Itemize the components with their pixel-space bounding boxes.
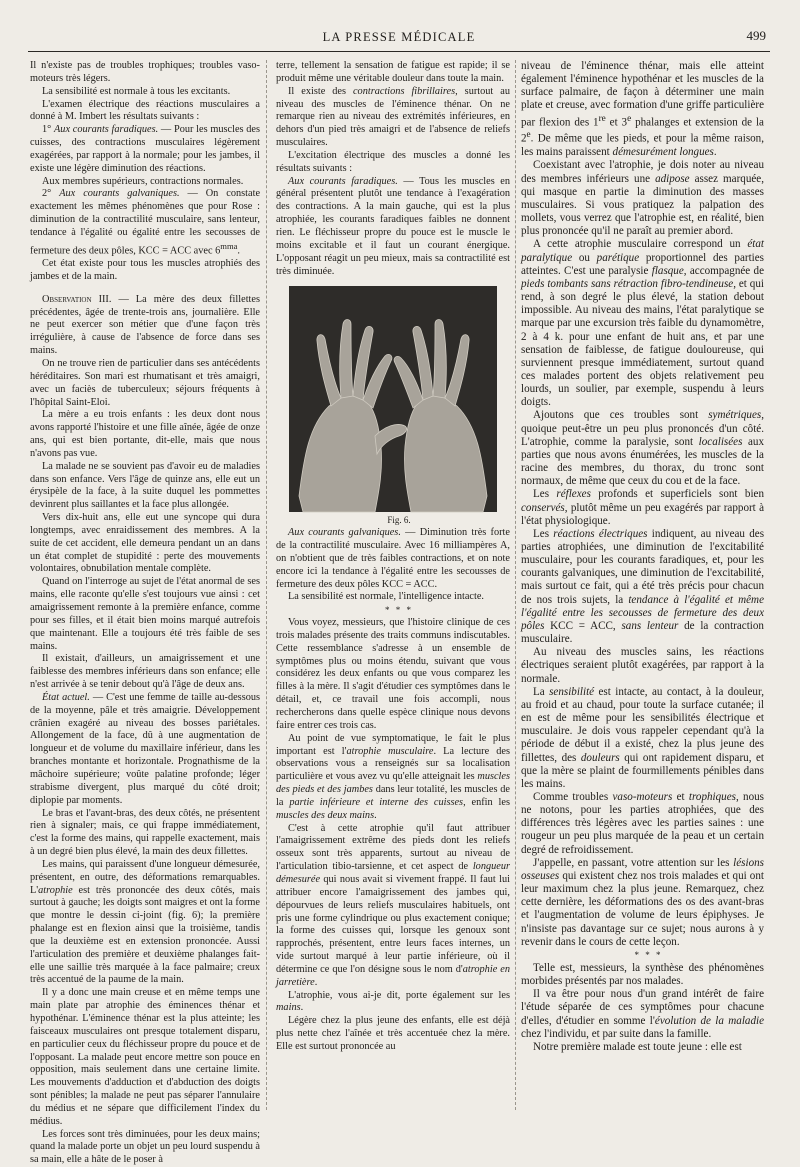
paragraph: L'atrophie, vous ai-je dit, porte également sur les mains. — [276, 989, 510, 1014]
paragraph: Il existait, d'ailleurs, un amaigrissement et une faiblesse des membres inférieurs dans son enfance; elle n'est arrivée à se tenir debout qu'à l'âge de deux ans. — [30, 653, 260, 691]
figure-caption: Fig. 6. — [387, 515, 411, 526]
paragraph: Ajoutons que ces troubles sont symétriques, quoique peut-être un peu plus prononcés d'un côté. L'atrophie, comme la paralysie, sont localisées aux parties que nous avons énumérées, les muscles de la racine des membres, du thorax, du tronc sont normaux, de même que ceux du cou et de la face. — [521, 409, 764, 488]
paragraph: Comme troubles vaso-moteurs et trophiques, nous ne notons, pour les parties atrophiées, que des différences très légères avec les parties saines : une rougeur un peu plus marquée de la peau et un certain degré de refroidissement. — [521, 790, 764, 856]
text-column-3 — [521, 60, 764, 1110]
paragraph: Observation III. — La mère des deux fillettes précédentes, âgée de trente-trois ans, journalière. Elle ne peut exercer son métier que d'une façon très irrégulière, à cause de l'absence de force dans ses mains. — [30, 293, 260, 357]
paragraph: La sensibilité est normale à tous les excitants. — [42, 85, 231, 97]
paragraph: Il y a donc une main creuse et en même temps une main plate par atrophie des éminences thénar et hypothénar. L'éminence thénar est la plus atteinte; les faisceaux musculaires ont presque totalement disparu, en particulier ceux du fléchisseur propre du pouce et de l'opposant. La malade peut encore mettre son pouce en opposition, mais seulement dans une certaine limite. Les mouvements d'adduction et d'abduction des doigts sont pénibles; la malade ne peut pas séparer l'annulaire du médius et ne sépare que difficilement l'index du médius. — [30, 987, 260, 1127]
paragraph: Quand on l'interroge au sujet de l'état anormal de ses mains, elle raconte qu'elle s'est toujours vue ainsi : cet amaigrissement remonte à la première enfance, comme pour ses filles, et il était bien moins marqué autrefois que maintenant. Elle a toujours été très faible de ses mains. — [30, 576, 260, 652]
paragraph: La malade ne se souvient pas d'avoir eu de maladies dans son enfance. Vers l'âge de quinze ans, elle eut un érysipèle de la face, à la suite duquel les pommettes devinrent plus saillantes et la face plus allongée. — [30, 460, 260, 511]
page-header — [28, 24, 770, 54]
paragraph: A cette atrophie musculaire correspond un état paralytique ou parétique proportionnel des parties atteintes. C'est une paralysie flasque, accompagnée de pieds tombants sans rétraction fibro-tendineuse, et qui rend, à son degré le plus élevé, la station debout impossible. Au niveau des mains, l'état paralytique se marque par une excursion très faible du dynamomètre, 2 à 4 k. pour une enfant de huit ans, et par une sensation de faiblesse, de fatigue douloureuse, qui surviennent presque immédiatement, surtout quand ces malades portent des objets relativement peu lourds, un soulier, par exemple, suspendu à leurs doigts. — [521, 238, 764, 409]
paragraph: Cet état existe pour tous les muscles atrophiés des jambes et de la main. — [30, 258, 260, 282]
text-column-1 — [30, 60, 261, 1166]
column-separator — [266, 60, 267, 1110]
page-number: 499 — [746, 28, 766, 43]
paragraph: La mère a eu trois enfants : les deux dont nous avons rapporté l'histoire et une fille aînée, âgée de onze ans, qui est bien portante, dit-elle, mais que nous n'avons pas vue. — [30, 409, 260, 459]
paragraph: C'est à cette atrophie qu'il faut attribuer l'amaigrissement extrême des pieds dont les reliefs osseux sont très apparents, surtout au niveau de l'articulation tibio-tarsienne, et cet aspect de longueur démesurée qui nous avait si vivement frappé. Il faut lui attribuer encore l'amaigrissement des jambes qui, dépourvues de leurs reliefs musculaires habituels, ont pris une forme cylindrique ou plus exactement conique; la forme des cuisses qui, lorsque les genoux sont rapprochés, présentent, entre leurs faces internes, un vide surtout marqué à leur partie inférieure, où il détermine ce que l'on désigne sous le nom d'atrophie en jarretière. — [276, 822, 510, 988]
paragraph: Aux courants galvaniques. — Diminution très forte de la contractilité musculaire. Avec 16 milliampères A, on n'obtient que de très faibles contractions, et on note encore ici la tendance à l'égalité entre les secousses de fermeture des deux pôles KCC = ACC. — [276, 527, 510, 590]
paragraph: Vers dix-huit ans, elle eut une syncope qui dura longtemps, avec enraidissement des membres. A la suite de cet accident, elle demeura pendant un an dans un état complet de stupidité : perte des mouvements volontaires, obnubilation mentale complète. — [30, 512, 260, 575]
paragraph: niveau de l'éminence thénar, mais elle atteint également l'éminence hypothénar et les muscles de la surface palmaire, de façon à déterminer une main plate et creuse, avec formation d'une griffe particulière par flexion des 1re et 3e phalanges et extension de la 2e. De même que les pieds, et pour la même raison, les mains paraissent démesurément longues. — [521, 60, 764, 159]
paragraph: Il existe des contractions fibrillaires, surtout au niveau des muscles de l'éminence thénar. On ne remarque rien au niveau des extrémités inférieures, en dehors d'un pied très amaigri et de l'absence de reliefs musculaires. — [276, 85, 510, 149]
paragraph: Notre première malade est toute jeune : elle est — [533, 1040, 742, 1053]
paragraph: Légère chez la plus jeune des enfants, elle est déjà plus nette chez l'aînée et très accentuée chez la mère. Elle est surtout prononcée au — [276, 1015, 510, 1052]
paragraph: L'examen électrique des réactions musculaires a donné à M. Imbert les résultats suivants : — [30, 98, 260, 123]
paragraph: État actuel. — C'est une femme de taille au-dessous de la moyenne, pâle et très amaigrie. Développement crânien exagéré au niveau des bosses pariétales. Allongement de la face, dû à une augmentation de longueur et de volume du maxillaire inférieur, dans les branches montante et horizontale. Prognathisme de la mâchoire supérieure; voûte palatine profonde; léger strabisme divergent, plus marqué du côté droit; diplopie par moments. — [30, 691, 260, 806]
figure-6 — [289, 286, 497, 512]
text-column-2 — [276, 60, 510, 1110]
paragraph: Aux membres supérieurs, contractions normales. — [42, 175, 244, 187]
paragraph: Coexistant avec l'atrophie, je dois noter au niveau des membres inférieurs une adipose assez marquée, qui masque en partie la diminution des masses musculaires. Si vous pratiquez la palpation des mollets, vous verrez que l'atrophie est, en réalité, bien plus prononcée qu'il ne paraît au premier abord. — [521, 159, 764, 238]
paragraph: Les réactions électriques indiquent, au niveau des parties atrophiées, une diminution de l'excitabilité musculaire, pour les courants faradiques, et, pour les courants galvaniques, une diminution de l'excitabilité, mais surtout ce fait, qui a été très précis pour chacun de nos trois sujets, la tendance à l'égalité et même l'égalité entre les secousses de fermeture des deux pôles KCC = ACC, sans lenteur de la contraction musculaire. — [521, 527, 765, 646]
paragraph: Il va être pour nous d'un grand intérêt de faire l'étude séparée de ces symptômes pour chacune d'elles, d'étudier en somme l'évolution de la maladie chez l'individu, et par suite dans la famille. — [521, 988, 765, 1040]
paragraph: Au point de vue symptomatique, le fait le plus important est l'atrophie musculaire. La lecture des observations vous a renseignés sur sa localisation particulière et vous avez vu qu'elle atteignait les muscles des pieds et des jambes dans leur totalité, les muscles de la partie inférieure et interne des cuisses, enfin les muscles des deux mains. — [276, 732, 510, 821]
running-title: LA PRESSE MÉDICALE — [322, 30, 476, 44]
hands-photograph — [289, 286, 497, 512]
paragraph: Les forces sont très diminuées, pour les deux mains; quand la malade porte un objet un peu lourd suspendu à sa main, elle a hâte de le poser à — [30, 1128, 260, 1166]
paragraph: Telle est, messieurs, la synthèse des phénomènes morbides présentés par nos malades. — [521, 962, 764, 988]
paragraph: Les mains, qui paraissent d'une longueur démesurée, présentent, en outre, des déformations remarquables. L'atrophie est très prononcée des deux côtés, mais surtout à gauche; les doigts sont maigres et ont la forme que montre le dessin ci-joint (fig. 6); la première phalange est en flexion ainsi que la troisième, tandis que la deuxième est en extension prononcée. Aussi l'articulation des première et deuxième phalanges fait-elle une saillie très marquée à la face palmaire; creux très accentué de la paume de la main. — [30, 858, 260, 986]
paragraph: Le bras et l'avant-bras, des deux côtés, ne présentent rien à signaler; mais, ce qui frappe immédiatement, c'est la forme des mains, qui rappelle exactement, mais à un degré bien plus élevé, la main des deux fillettes. — [30, 807, 260, 858]
paragraph: Les réflexes profonds et superficiels sont bien conservés, plutôt même un peu exagérés par rapport à l'état physiologique. — [521, 488, 764, 527]
paragraph: On ne trouve rien de particulier dans ses antécédents héréditaires. Son mari est rhumatisant et très amaigri, avec un faciès de tuberculeux; séjours fréquents à l'hôpital Saint-Eloi. — [30, 357, 260, 408]
paragraph: Aux courants faradiques. — Tous les muscles en général présentent plutôt une tendance à l'exagération des contractions. A la main gauche, qui est la plus atrophiée, les courants faradiques faibles ne donnent rien. Le fléchisseur propre du pouce est le muscle le moins excitable et il faut un courant énergique. L'opposant réagit un peu mieux, mais sa contractilité est très diminuée. — [276, 175, 511, 277]
paragraph: Il n'existe pas de troubles trophiques; troubles vaso-moteurs très légers. — [30, 60, 260, 84]
section-break-asterisks: * * * — [385, 605, 413, 616]
paragraph: L'excitation électrique des muscles a donné les résultats suivants : — [276, 149, 510, 174]
section-break-asterisks: * * * — [634, 949, 663, 960]
header-rule — [28, 51, 770, 52]
paragraph: La sensibilité est intacte, au contact, à la douleur, au froid et au chaud, pour toute la surface cutanée; il en est de même pour les sensibilités électrique et musculaire. Je dois vous rappeler cependant qu'à la période de début il a existé, chez la plus jeune des fillettes, des douleurs qui ont rapidement disparu, et que la mère se plaint de fourmillements pénibles dans les mains. — [521, 685, 764, 790]
paragraph: Au niveau des muscles sains, les réactions électriques seraient plutôt exagérées, par rapport à la normale. — [521, 646, 764, 685]
paragraph: J'appelle, en passant, votre attention sur les lésions osseuses qui existent chez nos trois malades et qui ont leur maximum chez la plus jeune. Remarquez, chez cette dernière, les déformations des os des avant-bras et l'augmentation de volume de leurs épiphyses. Je n'insiste pas davantage sur ce sujet; nous aurons à y revenir dans le cours de cette leçon. — [521, 856, 764, 948]
paragraph: 2° Aux courants galvaniques. — On constate exactement les mêmes phénomènes que pour Rose : diminution de la contractilité musculaire, sans lenteur, tendance à l'égalité ou égalité entre les secousses de fermeture des deux pôles, KCC = ACC avec $6^{mma}$. — [30, 188, 261, 257]
paragraph: Vous voyez, messieurs, que l'histoire clinique de ces trois malades présente des traits communs indiscutables. Cette ressemblance s'adresse à un ensemble de symptômes plus ou moins étendu, suivant que vous considérez les deux enfants ou que vous comparez les filles à la mère. Il s'agit d'étudier ces symptômes dans le détail, et, ce travail une fois accompli, nous rechercherons dans quelle espèce clinique nous devons faire entrer ces trois cas. — [276, 617, 510, 731]
paragraph: La sensibilité est normale, l'intelligence intacte. — [288, 591, 484, 603]
column-separator — [515, 60, 516, 1110]
paragraph: terre, tellement la sensation de fatigue est rapide; il se produit même une véritable douleur dans toute la main. — [276, 60, 510, 84]
paragraph: 1° Aux courants faradiques. — Pour les muscles des cuisses, des contractions musculaires légèrement exagérées, par rapport à la normale; pour les jambes, il existe une légère diminution des réactions. — [30, 124, 260, 174]
